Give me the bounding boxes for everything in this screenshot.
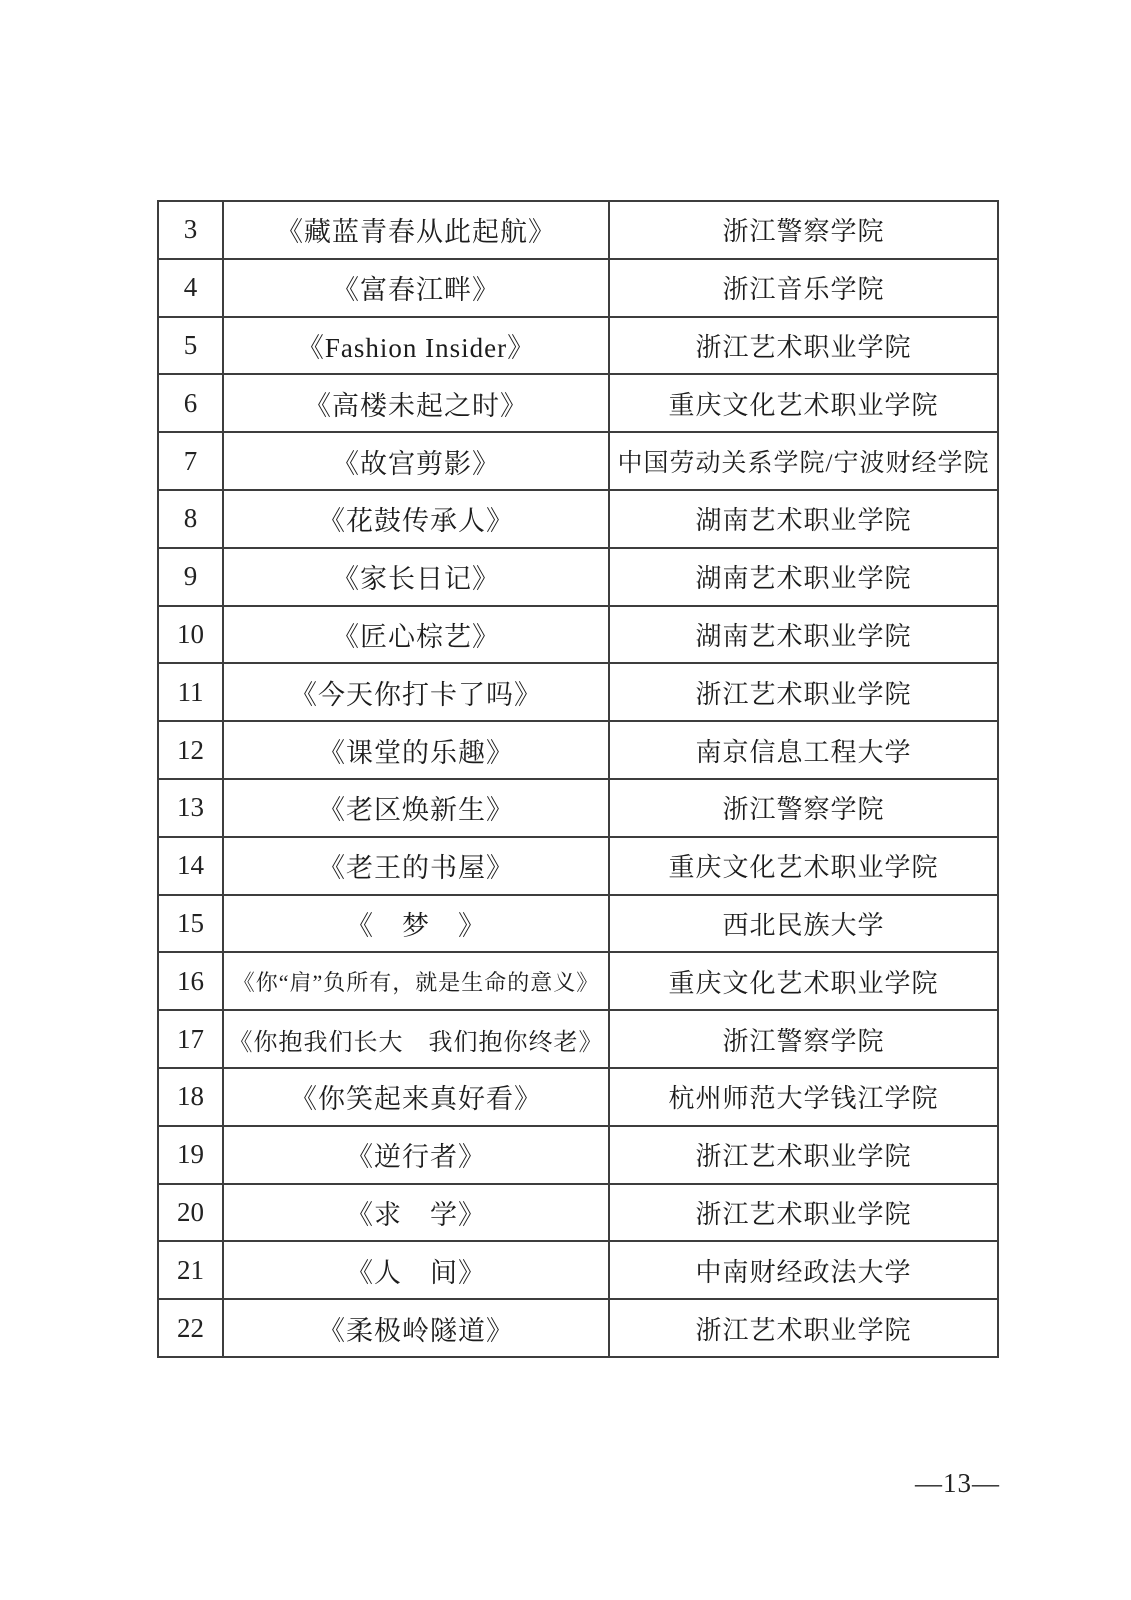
- work-title-cell: 《藏蓝青春从此起航》: [223, 201, 609, 259]
- institution-cell: 浙江警察学院: [609, 1010, 998, 1068]
- work-title-cell: 《家长日记》: [223, 548, 609, 606]
- table-row: [158, 1010, 998, 1068]
- table-row: [158, 1126, 998, 1184]
- table-row: [158, 201, 998, 259]
- institution-cell: 湖南艺术职业学院: [609, 548, 998, 606]
- table-row: [158, 779, 998, 837]
- work-title-cell: 《 梦 》: [223, 895, 609, 953]
- table-row: [158, 1299, 998, 1357]
- institution-cell: 中南财经政法大学: [609, 1241, 998, 1299]
- institution-cell: 重庆文化艺术职业学院: [609, 837, 998, 895]
- row-number-cell: 8: [158, 490, 223, 548]
- row-number-cell: 11: [158, 663, 223, 721]
- work-title-cell: 《老王的书屋》: [223, 837, 609, 895]
- work-title-cell: 《今天你打卡了吗》: [223, 663, 609, 721]
- table-row: [158, 374, 998, 432]
- work-title-cell: 《求 学》: [223, 1184, 609, 1242]
- work-title-cell: 《老区焕新生》: [223, 779, 609, 837]
- institution-cell: 重庆文化艺术职业学院: [609, 374, 998, 432]
- table-row: [158, 663, 998, 721]
- row-number-cell: 13: [158, 779, 223, 837]
- institution-cell: 杭州师范大学钱江学院: [609, 1068, 998, 1126]
- work-title-cell: 《花鼓传承人》: [223, 490, 609, 548]
- institution-cell: 浙江警察学院: [609, 201, 998, 259]
- institution-cell: 重庆文化艺术职业学院: [609, 952, 998, 1010]
- table-row: [158, 1068, 998, 1126]
- award-entries-table: [157, 200, 999, 1358]
- institution-cell: 浙江音乐学院: [609, 259, 998, 317]
- table-row: [158, 1241, 998, 1299]
- work-title-cell: 《柔极岭隧道》: [223, 1299, 609, 1357]
- table-row: [158, 606, 998, 664]
- table-body: [158, 201, 998, 1357]
- row-number-cell: 4: [158, 259, 223, 317]
- work-title-cell: 《逆行者》: [223, 1126, 609, 1184]
- row-number-cell: 5: [158, 317, 223, 375]
- institution-cell: 浙江艺术职业学院: [609, 1299, 998, 1357]
- institution-cell: 浙江艺术职业学院: [609, 663, 998, 721]
- table-row: [158, 432, 998, 490]
- row-number-cell: 18: [158, 1068, 223, 1126]
- table-row: [158, 837, 998, 895]
- work-title-cell: 《故宫剪影》: [223, 432, 609, 490]
- row-number-cell: 10: [158, 606, 223, 664]
- row-number-cell: 7: [158, 432, 223, 490]
- row-number-cell: 22: [158, 1299, 223, 1357]
- work-title-cell: 《匠心棕艺》: [223, 606, 609, 664]
- table-row: [158, 952, 998, 1010]
- institution-cell: 湖南艺术职业学院: [609, 606, 998, 664]
- table-row: [158, 490, 998, 548]
- row-number-cell: 17: [158, 1010, 223, 1068]
- row-number-cell: 21: [158, 1241, 223, 1299]
- institution-cell: 浙江警察学院: [609, 779, 998, 837]
- institution-cell: 南京信息工程大学: [609, 721, 998, 779]
- work-title-cell: 《Fashion Insider》: [223, 317, 609, 375]
- page-number: —13—: [915, 1468, 1000, 1498]
- work-title-cell: 《人 间》: [223, 1241, 609, 1299]
- row-number-cell: 15: [158, 895, 223, 953]
- table-row: [158, 548, 998, 606]
- institution-cell: 浙江艺术职业学院: [609, 1126, 998, 1184]
- work-title-cell: 《你抱我们长大 我们抱你终老》: [223, 1010, 609, 1068]
- table-row: [158, 1184, 998, 1242]
- institution-cell: 浙江艺术职业学院: [609, 1184, 998, 1242]
- row-number-cell: 9: [158, 548, 223, 606]
- work-title-cell: 《课堂的乐趣》: [223, 721, 609, 779]
- row-number-cell: 12: [158, 721, 223, 779]
- work-title-cell: 《你“肩”负所有，就是生命的意义》: [223, 952, 609, 1010]
- work-title-cell: 《高楼未起之时》: [223, 374, 609, 432]
- table-row: [158, 895, 998, 953]
- table-row: [158, 259, 998, 317]
- row-number-cell: 6: [158, 374, 223, 432]
- row-number-cell: 14: [158, 837, 223, 895]
- table-row: [158, 317, 998, 375]
- work-title-cell: 《富春江畔》: [223, 259, 609, 317]
- institution-cell: 湖南艺术职业学院: [609, 490, 998, 548]
- institution-cell: 浙江艺术职业学院: [609, 317, 998, 375]
- row-number-cell: 16: [158, 952, 223, 1010]
- work-title-cell: 《你笑起来真好看》: [223, 1068, 609, 1126]
- row-number-cell: 20: [158, 1184, 223, 1242]
- institution-cell: 西北民族大学: [609, 895, 998, 953]
- row-number-cell: 3: [158, 201, 223, 259]
- table-row: [158, 721, 998, 779]
- institution-cell: 中国劳动关系学院/宁波财经学院: [609, 432, 998, 490]
- row-number-cell: 19: [158, 1126, 223, 1184]
